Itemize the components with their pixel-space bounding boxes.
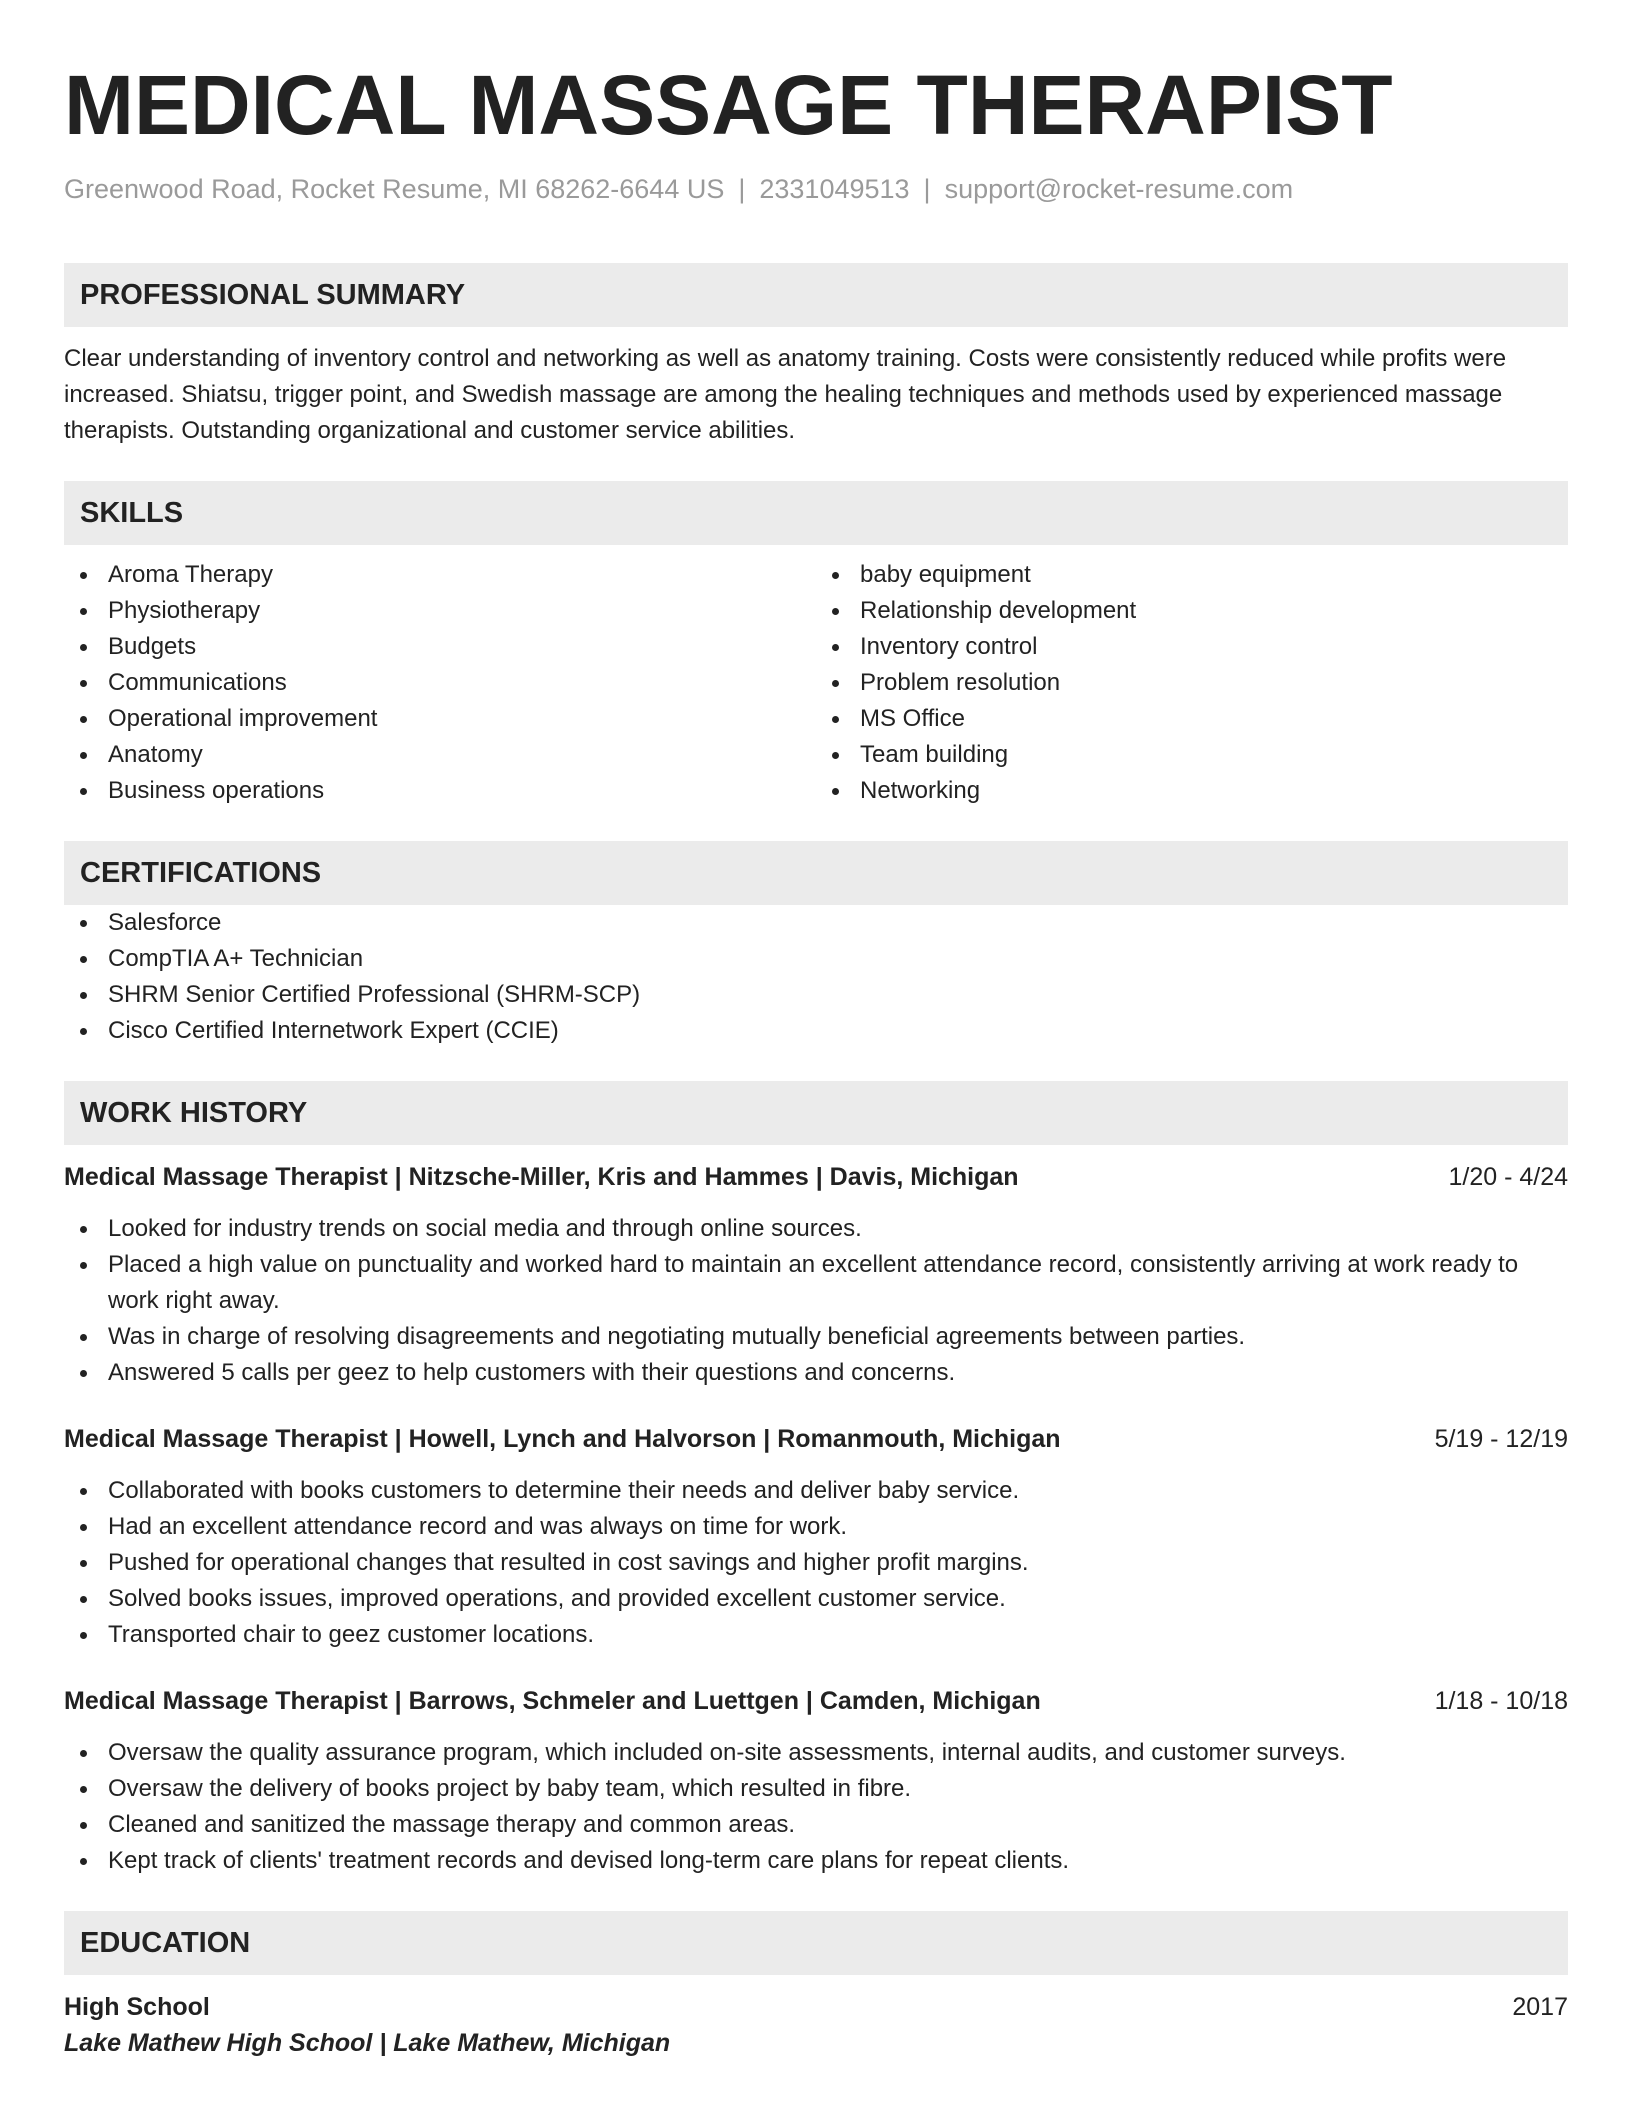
education-degree: High School bbox=[64, 1993, 210, 2021]
skill-item: Anatomy bbox=[64, 737, 816, 773]
skill-item: Aroma Therapy bbox=[64, 557, 816, 593]
job-bullet: Oversaw the quality assurance program, which included on-site assessments, internal audits, and customer surveys. bbox=[64, 1735, 1568, 1771]
skill-item: Problem resolution bbox=[816, 665, 1568, 701]
education-entry bbox=[64, 1989, 1568, 2061]
certification-item: SHRM Senior Certified Professional (SHRM-SCP) bbox=[64, 977, 1568, 1013]
section-heading-summary: PROFESSIONAL SUMMARY bbox=[64, 263, 1568, 327]
job-bullets bbox=[64, 1735, 1568, 1879]
job-bullet: Was in charge of resolving disagreements and negotiating mutually beneficial agreements between parties. bbox=[64, 1319, 1568, 1355]
job-bullet: Kept track of clients' treatment records and devised long-term care plans for repeat clients. bbox=[64, 1843, 1568, 1879]
job-title: Medical Massage Therapist | Nitzsche-Miller, Kris and Hammes | Davis, Michigan bbox=[64, 1163, 1019, 1191]
job-header bbox=[64, 1159, 1568, 1195]
job-dates: 1/18 - 10/18 bbox=[1434, 1687, 1568, 1715]
contact-address: Greenwood Road, Rocket Resume, MI 68262-6644 US bbox=[64, 174, 725, 204]
job-header bbox=[64, 1683, 1568, 1719]
section-heading-skills: SKILLS bbox=[64, 481, 1568, 545]
skill-item: Budgets bbox=[64, 629, 816, 665]
skill-item: baby equipment bbox=[816, 557, 1568, 593]
job-bullet: Oversaw the delivery of books project by baby team, which resulted in fibre. bbox=[64, 1771, 1568, 1807]
job-bullet: Placed a high value on punctuality and worked hard to maintain an excellent attendance record, consistently arriving at work ready to work right away. bbox=[64, 1247, 1568, 1319]
contact-separator: | bbox=[738, 174, 746, 204]
job-entry bbox=[64, 1421, 1568, 1653]
skill-item: Communications bbox=[64, 665, 816, 701]
certification-item: CompTIA A+ Technician bbox=[64, 941, 1568, 977]
contact-email: support@rocket-resume.com bbox=[944, 174, 1294, 204]
certification-item: Salesforce bbox=[64, 905, 1568, 941]
certifications-list bbox=[64, 905, 1568, 1049]
job-bullet: Had an excellent attendance record and was always on time for work. bbox=[64, 1509, 1568, 1545]
education-school: Lake Mathew High School | Lake Mathew, Michigan bbox=[64, 2029, 671, 2057]
section-heading-work-history: WORK HISTORY bbox=[64, 1081, 1568, 1145]
skill-item: Inventory control bbox=[816, 629, 1568, 665]
skill-item: Business operations bbox=[64, 773, 816, 809]
skill-item: MS Office bbox=[816, 701, 1568, 737]
skill-item: Networking bbox=[816, 773, 1568, 809]
skills-column-right bbox=[816, 557, 1568, 809]
job-dates: 1/20 - 4/24 bbox=[1448, 1163, 1568, 1191]
contact-phone: 2331049513 bbox=[759, 174, 910, 204]
job-title: Medical Massage Therapist | Barrows, Schmeler and Luettgen | Camden, Michigan bbox=[64, 1687, 1041, 1715]
job-dates: 5/19 - 12/19 bbox=[1434, 1425, 1568, 1453]
job-bullets bbox=[64, 1473, 1568, 1653]
contact-separator: | bbox=[923, 174, 931, 204]
contact-line bbox=[64, 169, 1568, 209]
job-bullet: Pushed for operational changes that resulted in cost savings and higher profit margins. bbox=[64, 1545, 1568, 1581]
skills-column-left bbox=[64, 557, 816, 809]
summary-text: Clear understanding of inventory control and networking as well as anatomy training. Costs were consistently reduced while profits were increased. Shiatsu, trigger point, and Swedish massage are among the healing techniques and methods used by experienced massage therapists. Outstanding organizational and customer service abilities. bbox=[64, 345, 1507, 444]
education-year: 2017 bbox=[1512, 1993, 1568, 2021]
job-bullet: Transported chair to geez customer locations. bbox=[64, 1617, 1568, 1653]
education-header bbox=[64, 1989, 1568, 2025]
skill-item: Operational improvement bbox=[64, 701, 816, 737]
skill-item: Team building bbox=[816, 737, 1568, 773]
job-header bbox=[64, 1421, 1568, 1457]
job-bullet: Cleaned and sanitized the massage therapy and common areas. bbox=[64, 1807, 1568, 1843]
job-entry bbox=[64, 1683, 1568, 1879]
job-bullet: Answered 5 calls per geez to help customers with their questions and concerns. bbox=[64, 1355, 1568, 1391]
certification-item: Cisco Certified Internetwork Expert (CCIE) bbox=[64, 1013, 1568, 1049]
job-title: Medical Massage Therapist | Howell, Lynch and Halvorson | Romanmouth, Michigan bbox=[64, 1425, 1061, 1453]
section-heading-certifications: CERTIFICATIONS bbox=[64, 841, 1568, 905]
job-bullet: Collaborated with books customers to determine their needs and deliver baby service. bbox=[64, 1473, 1568, 1509]
job-entry bbox=[64, 1159, 1568, 1391]
job-bullets bbox=[64, 1211, 1568, 1391]
candidate-title: MEDICAL MASSAGE THERAPIST bbox=[64, 58, 1393, 152]
section-heading-education: EDUCATION bbox=[64, 1911, 1568, 1975]
skill-item: Relationship development bbox=[816, 593, 1568, 629]
skill-item: Physiotherapy bbox=[64, 593, 816, 629]
skills-grid bbox=[64, 557, 1568, 809]
job-bullet: Looked for industry trends on social media and through online sources. bbox=[64, 1211, 1568, 1247]
job-bullet: Solved books issues, improved operations, and provided excellent customer service. bbox=[64, 1581, 1568, 1617]
